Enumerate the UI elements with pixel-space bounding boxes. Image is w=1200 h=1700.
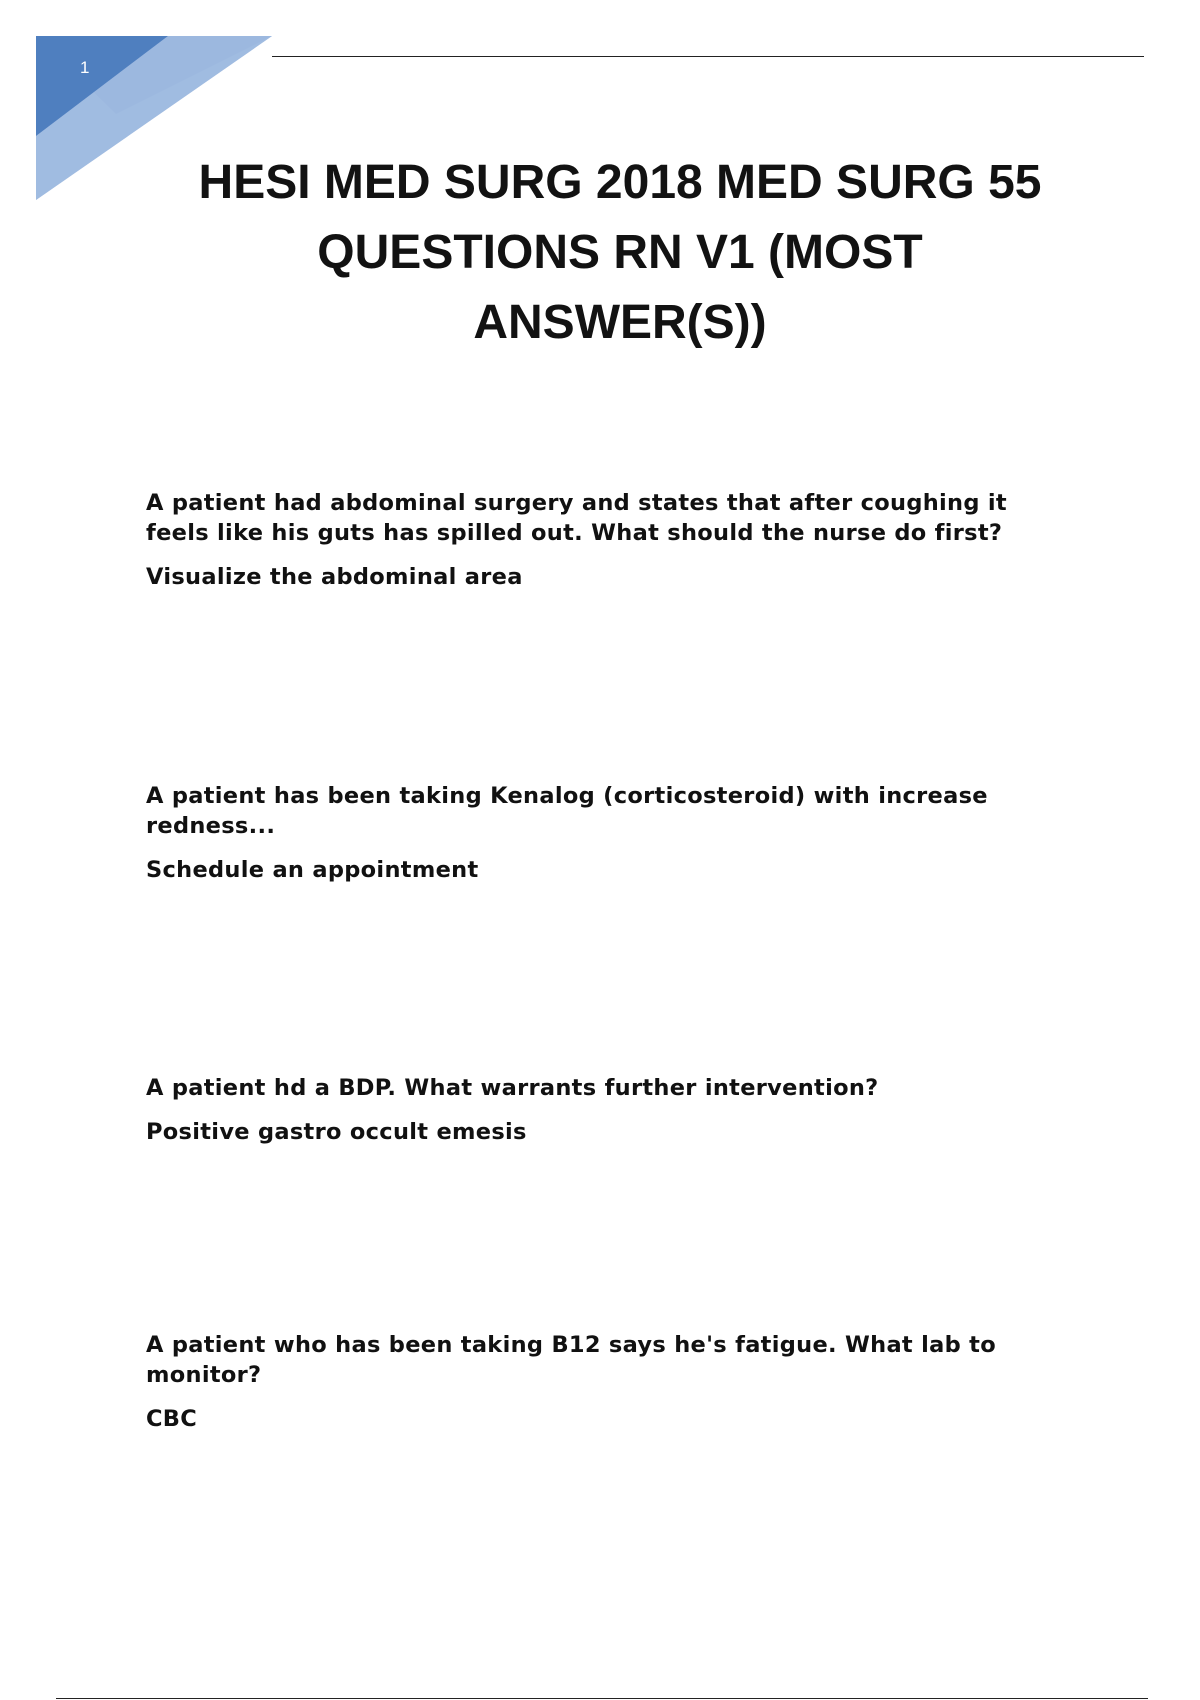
qa-item [146,1073,1066,1147]
answer-text: Positive gastro occult emesis [146,1119,527,1145]
qa-item [146,1330,1066,1434]
answer-text: CBC [146,1406,198,1432]
question-text: A patient who has been taking B12 says he's fatigue. What lab to monitor? [146,1332,996,1388]
question-text: A patient has been taking Kenalog (corticosteroid) with increase redness... [146,783,988,839]
footer-rule [56,1698,1148,1699]
question-text: A patient had abdominal surgery and states that after coughing it feels like his guts has spilled out. What should the nurse do first? [146,490,1007,546]
question-text: A patient hd a BDP. What warrants further intervention? [146,1075,879,1101]
answer-text: Visualize the abdominal area [146,564,523,590]
qa-item [146,781,1066,885]
page-number: 1 [80,58,90,77]
qa-item [146,488,1066,592]
document-title: HESI MED SURG 2018 MED SURG 55 QUESTIONS RN V1 (MOST ANSWER(S)) [198,156,1042,349]
header-rule [272,56,1144,57]
answer-text: Schedule an appointment [146,857,479,883]
